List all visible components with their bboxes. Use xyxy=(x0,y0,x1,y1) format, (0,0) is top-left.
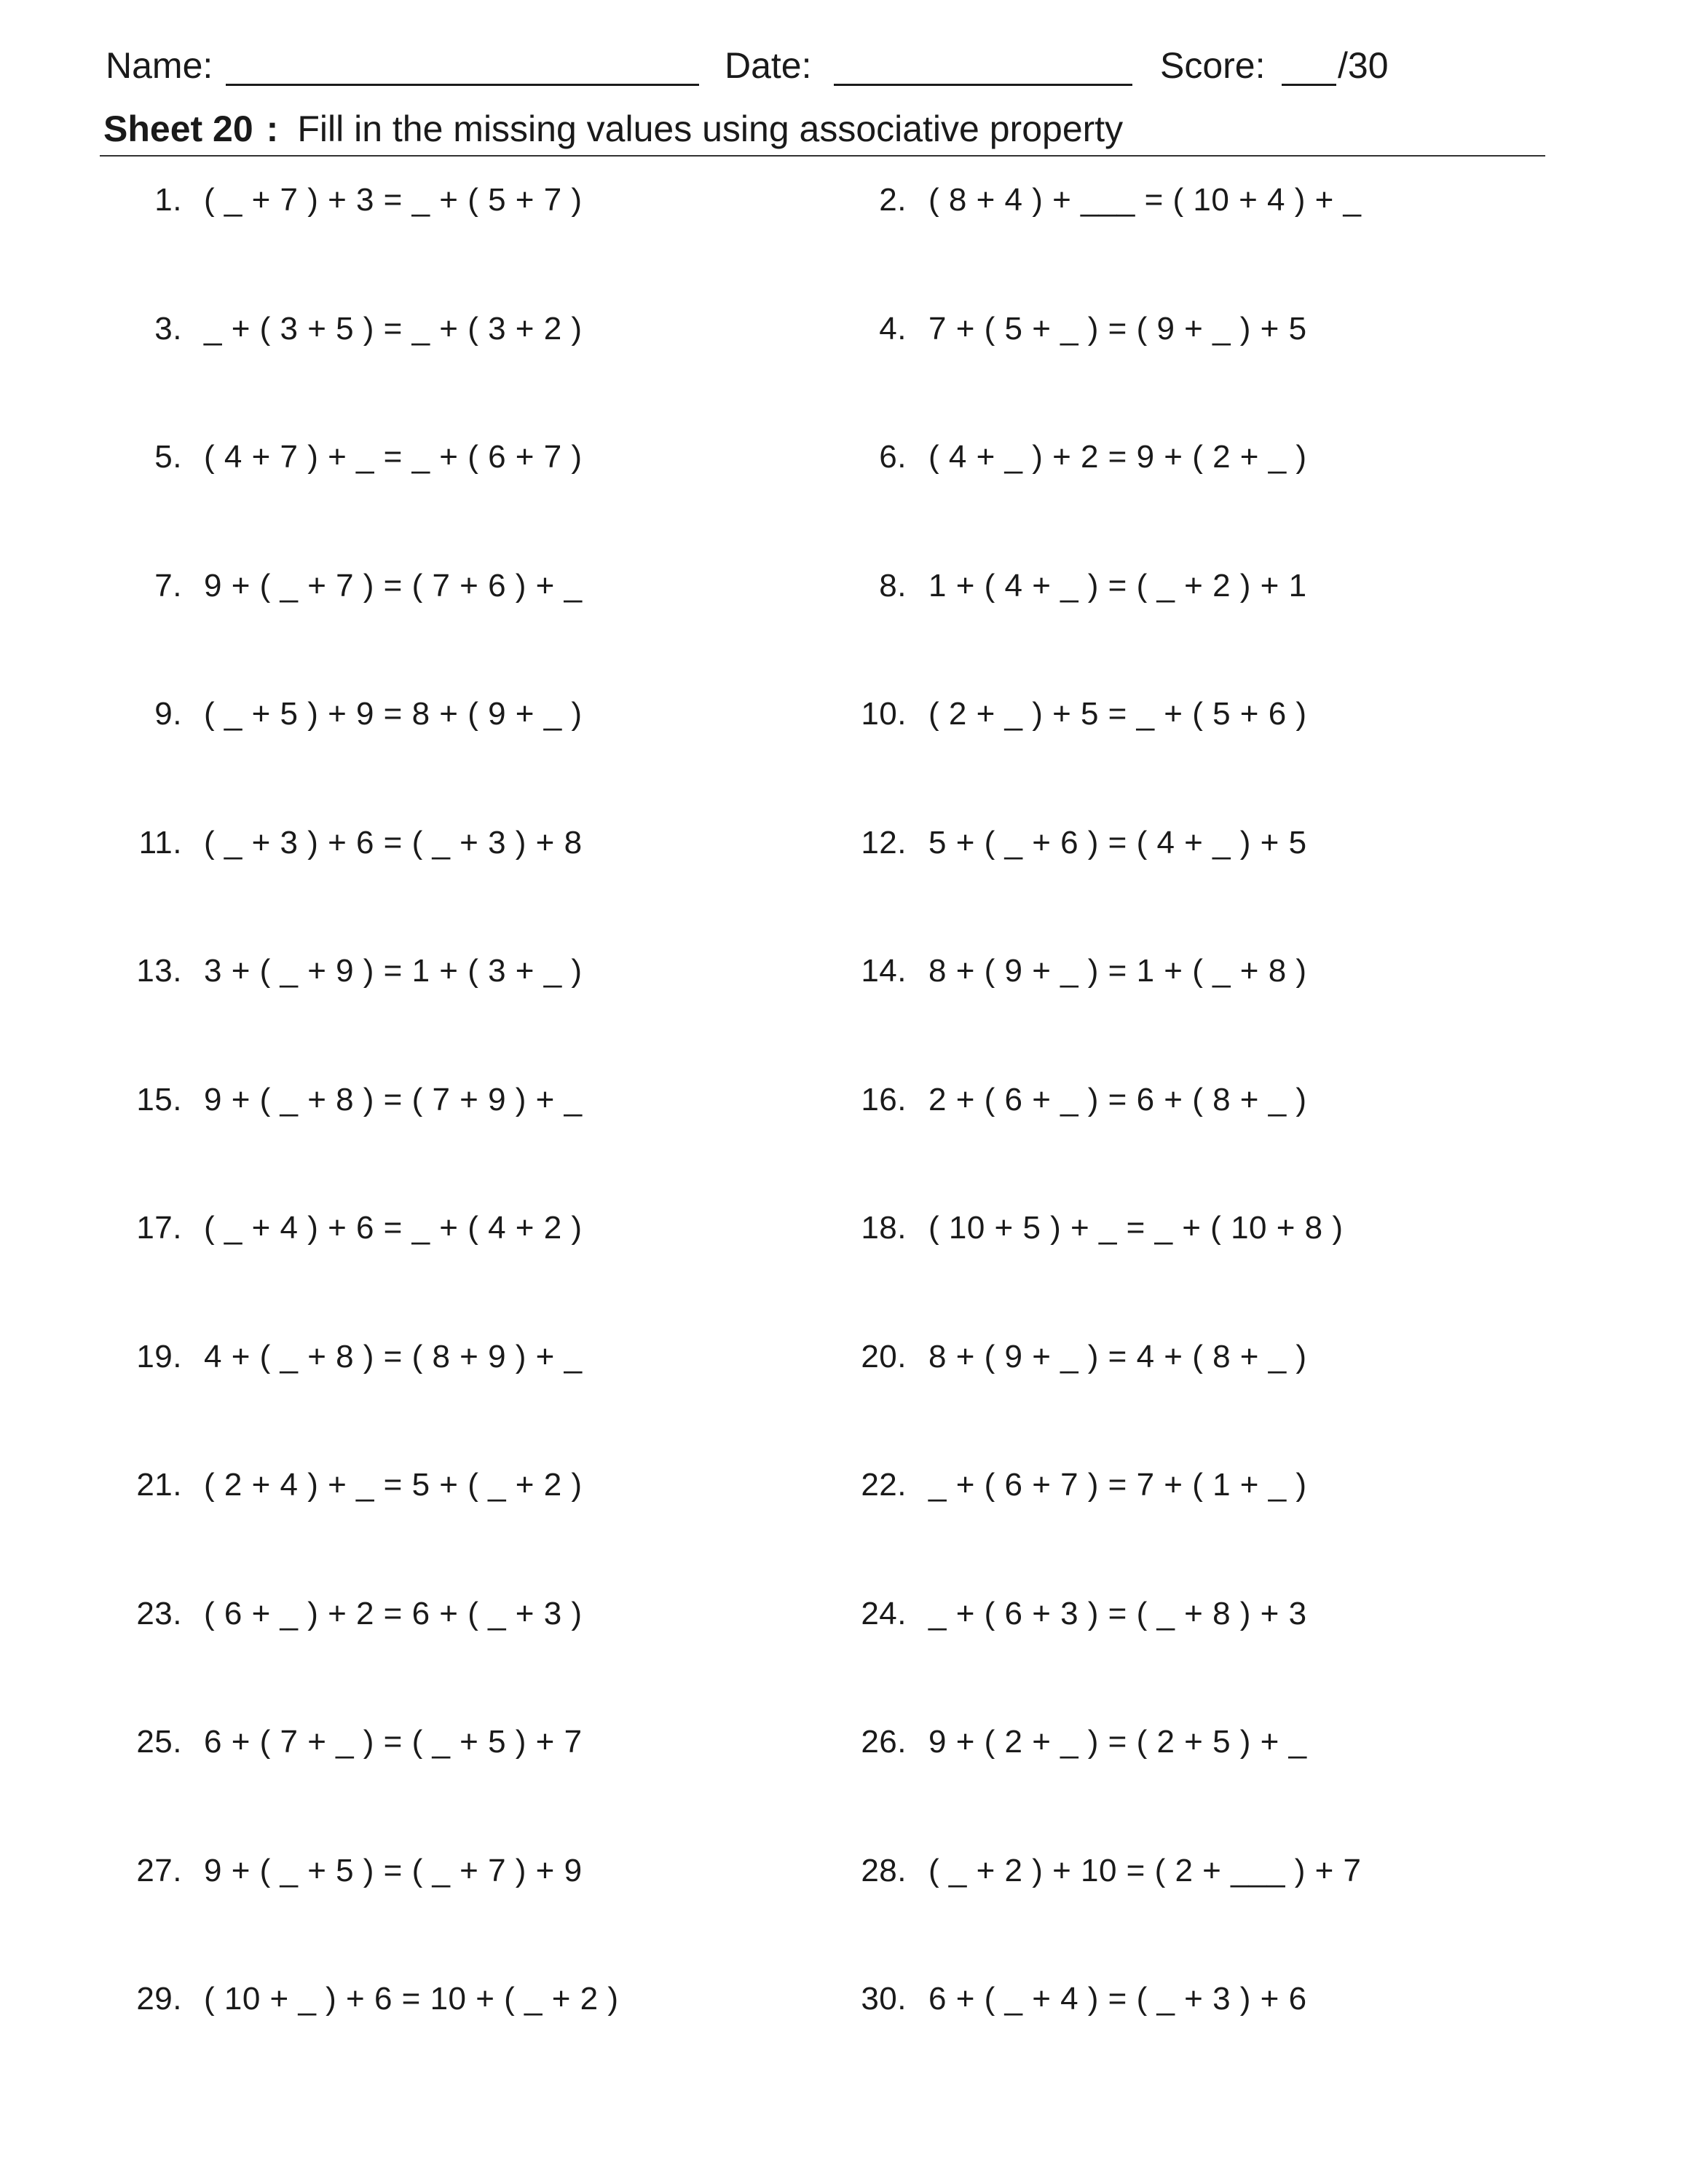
problem-expression[interactable]: 8 + ( 9 + _ ) = 1 + ( _ + 8 ) xyxy=(928,953,1307,989)
problem-number: 9. xyxy=(154,696,182,732)
problem-item[interactable] xyxy=(58,1075,786,1125)
problem-number: 7. xyxy=(154,567,182,604)
problem-item[interactable] xyxy=(58,1974,786,2025)
problem-number: 6. xyxy=(879,439,907,475)
problem-item[interactable] xyxy=(783,561,1511,612)
date-label: Date: xyxy=(725,45,812,86)
problem-number: 18. xyxy=(861,1210,907,1246)
problem-item[interactable] xyxy=(783,1974,1511,2025)
problem-item[interactable] xyxy=(58,1332,786,1382)
problem-item[interactable] xyxy=(783,946,1511,997)
problem-expression[interactable]: 5 + ( _ + 6 ) = ( 4 + _ ) + 5 xyxy=(928,824,1307,860)
problem-item[interactable] xyxy=(783,1717,1511,1768)
problem-number: 30. xyxy=(861,1981,907,2017)
problem-expression[interactable]: ( 6 + _ ) + 2 = 6 + ( _ + 3 ) xyxy=(204,1595,583,1631)
problem-expression[interactable]: 6 + ( _ + 4 ) = ( _ + 3 ) + 6 xyxy=(928,1981,1307,2017)
problem-expression[interactable]: 7 + ( 5 + _ ) = ( 9 + _ ) + 5 xyxy=(928,310,1307,347)
problem-number: 17. xyxy=(136,1210,182,1246)
problem-item[interactable] xyxy=(58,689,786,740)
problem-expression[interactable]: 6 + ( 7 + _ ) = ( _ + 5 ) + 7 xyxy=(204,1724,583,1760)
problem-expression[interactable]: 4 + ( _ + 8 ) = ( 8 + 9 ) + _ xyxy=(204,1338,583,1374)
problem-expression[interactable]: ( _ + 5 ) + 9 = 8 + ( 9 + _ ) xyxy=(204,696,583,732)
instruction-text: Fill in the missing values using associative property xyxy=(297,108,1124,149)
problem-number: 16. xyxy=(861,1081,907,1117)
problem-number: 2. xyxy=(879,182,907,218)
problem-item[interactable] xyxy=(58,1203,786,1254)
problem-expression[interactable]: ( 10 + _ ) + 6 = 10 + ( _ + 2 ) xyxy=(204,1981,619,2017)
problem-item[interactable] xyxy=(58,1845,786,1896)
problem-number: 13. xyxy=(136,953,182,989)
problem-number: 25. xyxy=(136,1724,182,1760)
problem-item[interactable] xyxy=(783,818,1511,869)
problem-expression[interactable]: ( _ + 3 ) + 6 = ( _ + 3 ) + 8 xyxy=(204,824,583,860)
problem-item[interactable] xyxy=(783,689,1511,740)
problem-item[interactable] xyxy=(58,946,786,997)
problem-number: 8. xyxy=(879,567,907,604)
problem-number: 14. xyxy=(861,953,907,989)
problem-item[interactable] xyxy=(58,1588,786,1639)
score-label: Score: xyxy=(1160,45,1266,86)
problem-number: 12. xyxy=(861,824,907,860)
problem-item[interactable] xyxy=(783,1203,1511,1254)
problem-item[interactable] xyxy=(58,1460,786,1511)
problem-number: 10. xyxy=(861,696,907,732)
problem-item[interactable] xyxy=(783,1588,1511,1639)
problem-expression[interactable]: ( _ + 2 ) + 10 = ( 2 + ___ ) + 7 xyxy=(928,1852,1362,1888)
problem-expression[interactable]: _ + ( 6 + 3 ) = ( _ + 8 ) + 3 xyxy=(928,1595,1307,1631)
problem-item[interactable] xyxy=(783,1845,1511,1896)
problem-expression[interactable]: ( 4 + 7 ) + _ = _ + ( 6 + 7 ) xyxy=(204,439,583,475)
problem-expression[interactable]: ( 2 + _ ) + 5 = _ + ( 5 + 6 ) xyxy=(928,696,1307,732)
problem-item[interactable] xyxy=(58,175,786,226)
problem-number: 20. xyxy=(861,1338,907,1374)
problem-expression[interactable]: 8 + ( 9 + _ ) = 4 + ( 8 + _ ) xyxy=(928,1338,1307,1374)
problem-expression[interactable]: ( _ + 4 ) + 6 = _ + ( 4 + 2 ) xyxy=(204,1210,583,1246)
problem-item[interactable] xyxy=(58,818,786,869)
problem-item[interactable] xyxy=(58,561,786,612)
problem-number: 19. xyxy=(136,1338,182,1374)
name-label: Name: xyxy=(106,45,213,86)
problem-item[interactable] xyxy=(58,304,786,355)
problem-item[interactable] xyxy=(58,432,786,483)
problem-number: 15. xyxy=(136,1081,182,1117)
problem-expression[interactable]: ( 4 + _ ) + 2 = 9 + ( 2 + _ ) xyxy=(928,439,1307,475)
problem-item[interactable] xyxy=(783,1460,1511,1511)
problem-number: 4. xyxy=(879,310,907,347)
problem-number: 21. xyxy=(136,1467,182,1503)
problem-number: 22. xyxy=(861,1467,907,1503)
sheet-number: Sheet 20 xyxy=(103,108,253,149)
problem-expression[interactable]: 9 + ( 2 + _ ) = ( 2 + 5 ) + _ xyxy=(928,1724,1307,1760)
problem-number: 24. xyxy=(861,1595,907,1631)
problem-number: 27. xyxy=(136,1852,182,1888)
problem-expression[interactable]: ( 10 + 5 ) + _ = _ + ( 10 + 8 ) xyxy=(928,1210,1344,1246)
problem-expression[interactable]: _ + ( 3 + 5 ) = _ + ( 3 + 2 ) xyxy=(204,310,583,347)
problem-expression[interactable]: 2 + ( 6 + _ ) = 6 + ( 8 + _ ) xyxy=(928,1081,1307,1117)
problem-expression[interactable]: 9 + ( _ + 8 ) = ( 7 + 9 ) + _ xyxy=(204,1081,583,1117)
problem-expression[interactable]: 1 + ( 4 + _ ) = ( _ + 2 ) + 1 xyxy=(928,567,1307,604)
problem-expression[interactable]: 9 + ( _ + 5 ) = ( _ + 7 ) + 9 xyxy=(204,1852,583,1888)
problem-item[interactable] xyxy=(58,1717,786,1768)
problem-expression[interactable]: ( 2 + 4 ) + _ = 5 + ( _ + 2 ) xyxy=(204,1467,583,1503)
problem-expression[interactable]: ( _ + 7 ) + 3 = _ + ( 5 + 7 ) xyxy=(204,182,583,218)
title-separator: : xyxy=(266,108,279,149)
problem-item[interactable] xyxy=(783,432,1511,483)
problem-number: 5. xyxy=(154,439,182,475)
problem-item[interactable] xyxy=(783,1332,1511,1382)
problem-expression[interactable]: 9 + ( _ + 7 ) = ( 7 + 6 ) + _ xyxy=(204,567,583,604)
problem-expression[interactable]: ( 8 + 4 ) + ___ = ( 10 + 4 ) + _ xyxy=(928,182,1362,218)
problem-item[interactable] xyxy=(783,304,1511,355)
problem-number: 29. xyxy=(136,1981,182,2017)
problem-number: 3. xyxy=(154,310,182,347)
problem-number: 26. xyxy=(861,1724,907,1760)
problem-number: 11. xyxy=(138,824,182,860)
problem-number: 1. xyxy=(154,182,182,218)
problem-number: 23. xyxy=(136,1595,182,1631)
problem-item[interactable] xyxy=(783,1075,1511,1125)
score-total: /30 xyxy=(1338,45,1389,86)
problem-number: 28. xyxy=(861,1852,907,1888)
problem-expression[interactable]: _ + ( 6 + 7 ) = 7 + ( 1 + _ ) xyxy=(928,1467,1307,1503)
problem-expression[interactable]: 3 + ( _ + 9 ) = 1 + ( 3 + _ ) xyxy=(204,953,583,989)
problem-item[interactable] xyxy=(783,175,1511,226)
